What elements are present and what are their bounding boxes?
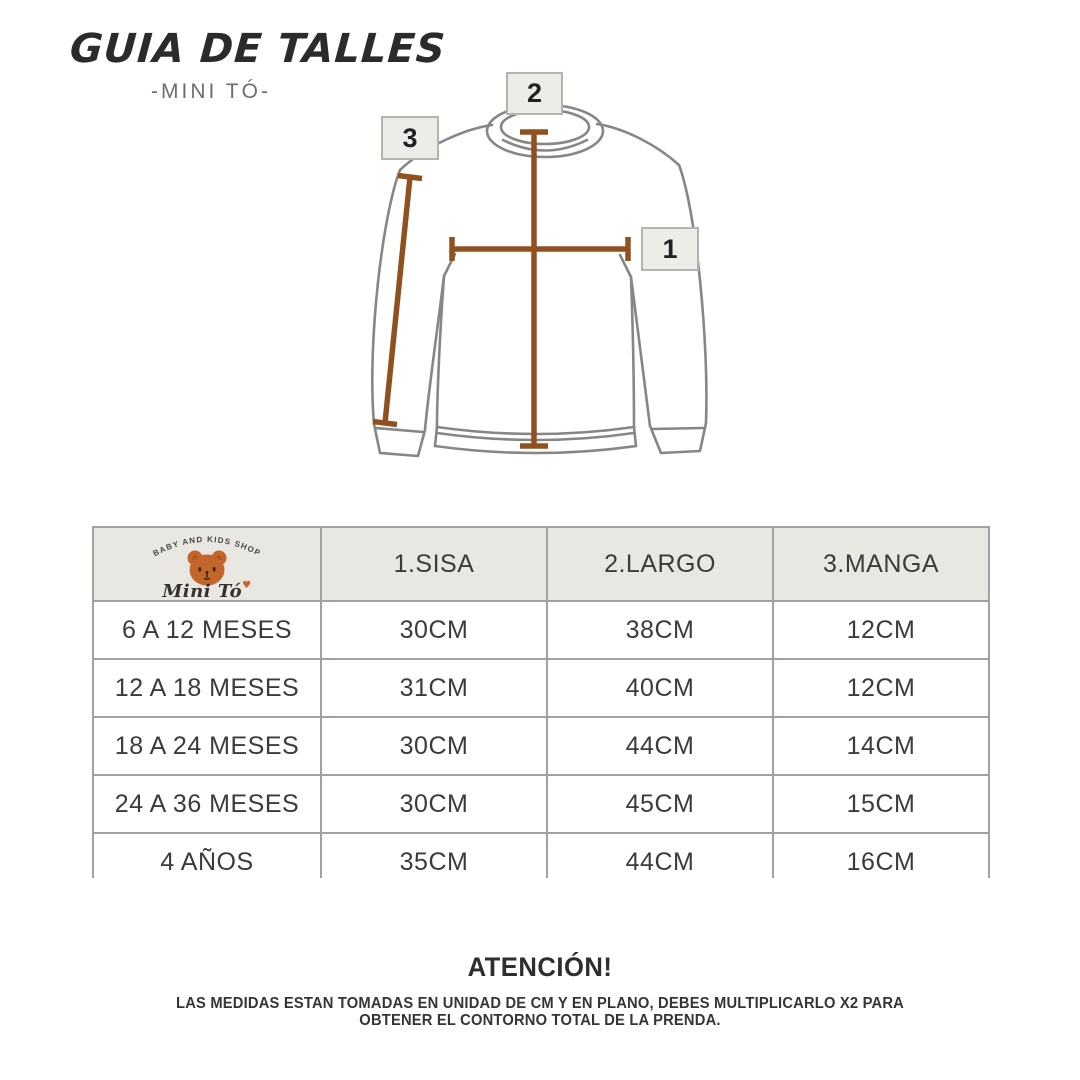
row-manga: 12CM bbox=[774, 660, 988, 716]
measure-label-largo bbox=[506, 72, 563, 115]
size-table bbox=[92, 526, 990, 878]
measure-label-largo-number: 2 bbox=[526, 78, 543, 108]
svg-text:BABY AND KIDS SHOP: BABY AND KIDS SHOP bbox=[151, 534, 263, 558]
note-line-1: LAS MEDIDAS ESTAN TOMADAS EN UNIDAD DE CM Y EN PLANO, DEBES MULTIPLICARLO X2 PARA bbox=[176, 995, 904, 1012]
row-manga: 12CM bbox=[774, 602, 988, 658]
row-age: 12 A 18 MESES bbox=[94, 660, 320, 716]
brand-logo-cell bbox=[94, 528, 320, 600]
measure-label-sisa bbox=[641, 227, 699, 271]
column-header-sisa: 1.SISA bbox=[322, 528, 546, 600]
heart-icon: ♥ bbox=[242, 580, 252, 591]
brand-subtitle: -MINI TÓ- bbox=[151, 80, 271, 103]
measurement-note bbox=[27, 995, 1053, 1029]
row-manga: 14CM bbox=[774, 718, 988, 774]
row-largo: 40CM bbox=[548, 660, 772, 716]
row-manga: 16CM bbox=[774, 834, 988, 890]
row-largo: 44CM bbox=[548, 718, 772, 774]
attention-heading: ATENCIÓN! bbox=[467, 952, 613, 982]
row-sisa: 30CM bbox=[322, 718, 546, 774]
page-title: GUIA DE TALLES bbox=[68, 26, 448, 72]
row-sisa: 30CM bbox=[322, 602, 546, 658]
brand-name: Mini Tó♥ bbox=[162, 580, 252, 602]
row-sisa: 31CM bbox=[322, 660, 546, 716]
row-sisa: 30CM bbox=[322, 776, 546, 832]
row-age: 4 AÑOS bbox=[94, 834, 320, 890]
row-sisa: 35CM bbox=[322, 834, 546, 890]
measure-label-sisa-number: 1 bbox=[662, 233, 678, 264]
row-age: 24 A 36 MESES bbox=[94, 776, 320, 832]
row-largo: 44CM bbox=[548, 834, 772, 890]
row-largo: 45CM bbox=[548, 776, 772, 832]
column-header-largo: 2.LARGO bbox=[548, 528, 772, 600]
note-line-2: OBTENER EL CONTORNO TOTAL DE LA PRENDA. bbox=[359, 1012, 721, 1029]
measure-label-manga bbox=[381, 116, 439, 160]
row-largo: 38CM bbox=[548, 602, 772, 658]
measure-label-manga-number: 3 bbox=[402, 122, 418, 153]
measurement-lines bbox=[373, 132, 628, 446]
column-header-manga: 3.MANGA bbox=[774, 528, 988, 600]
row-age: 18 A 24 MESES bbox=[94, 718, 320, 774]
row-age: 6 A 12 MESES bbox=[94, 602, 320, 658]
row-manga: 15CM bbox=[774, 776, 988, 832]
